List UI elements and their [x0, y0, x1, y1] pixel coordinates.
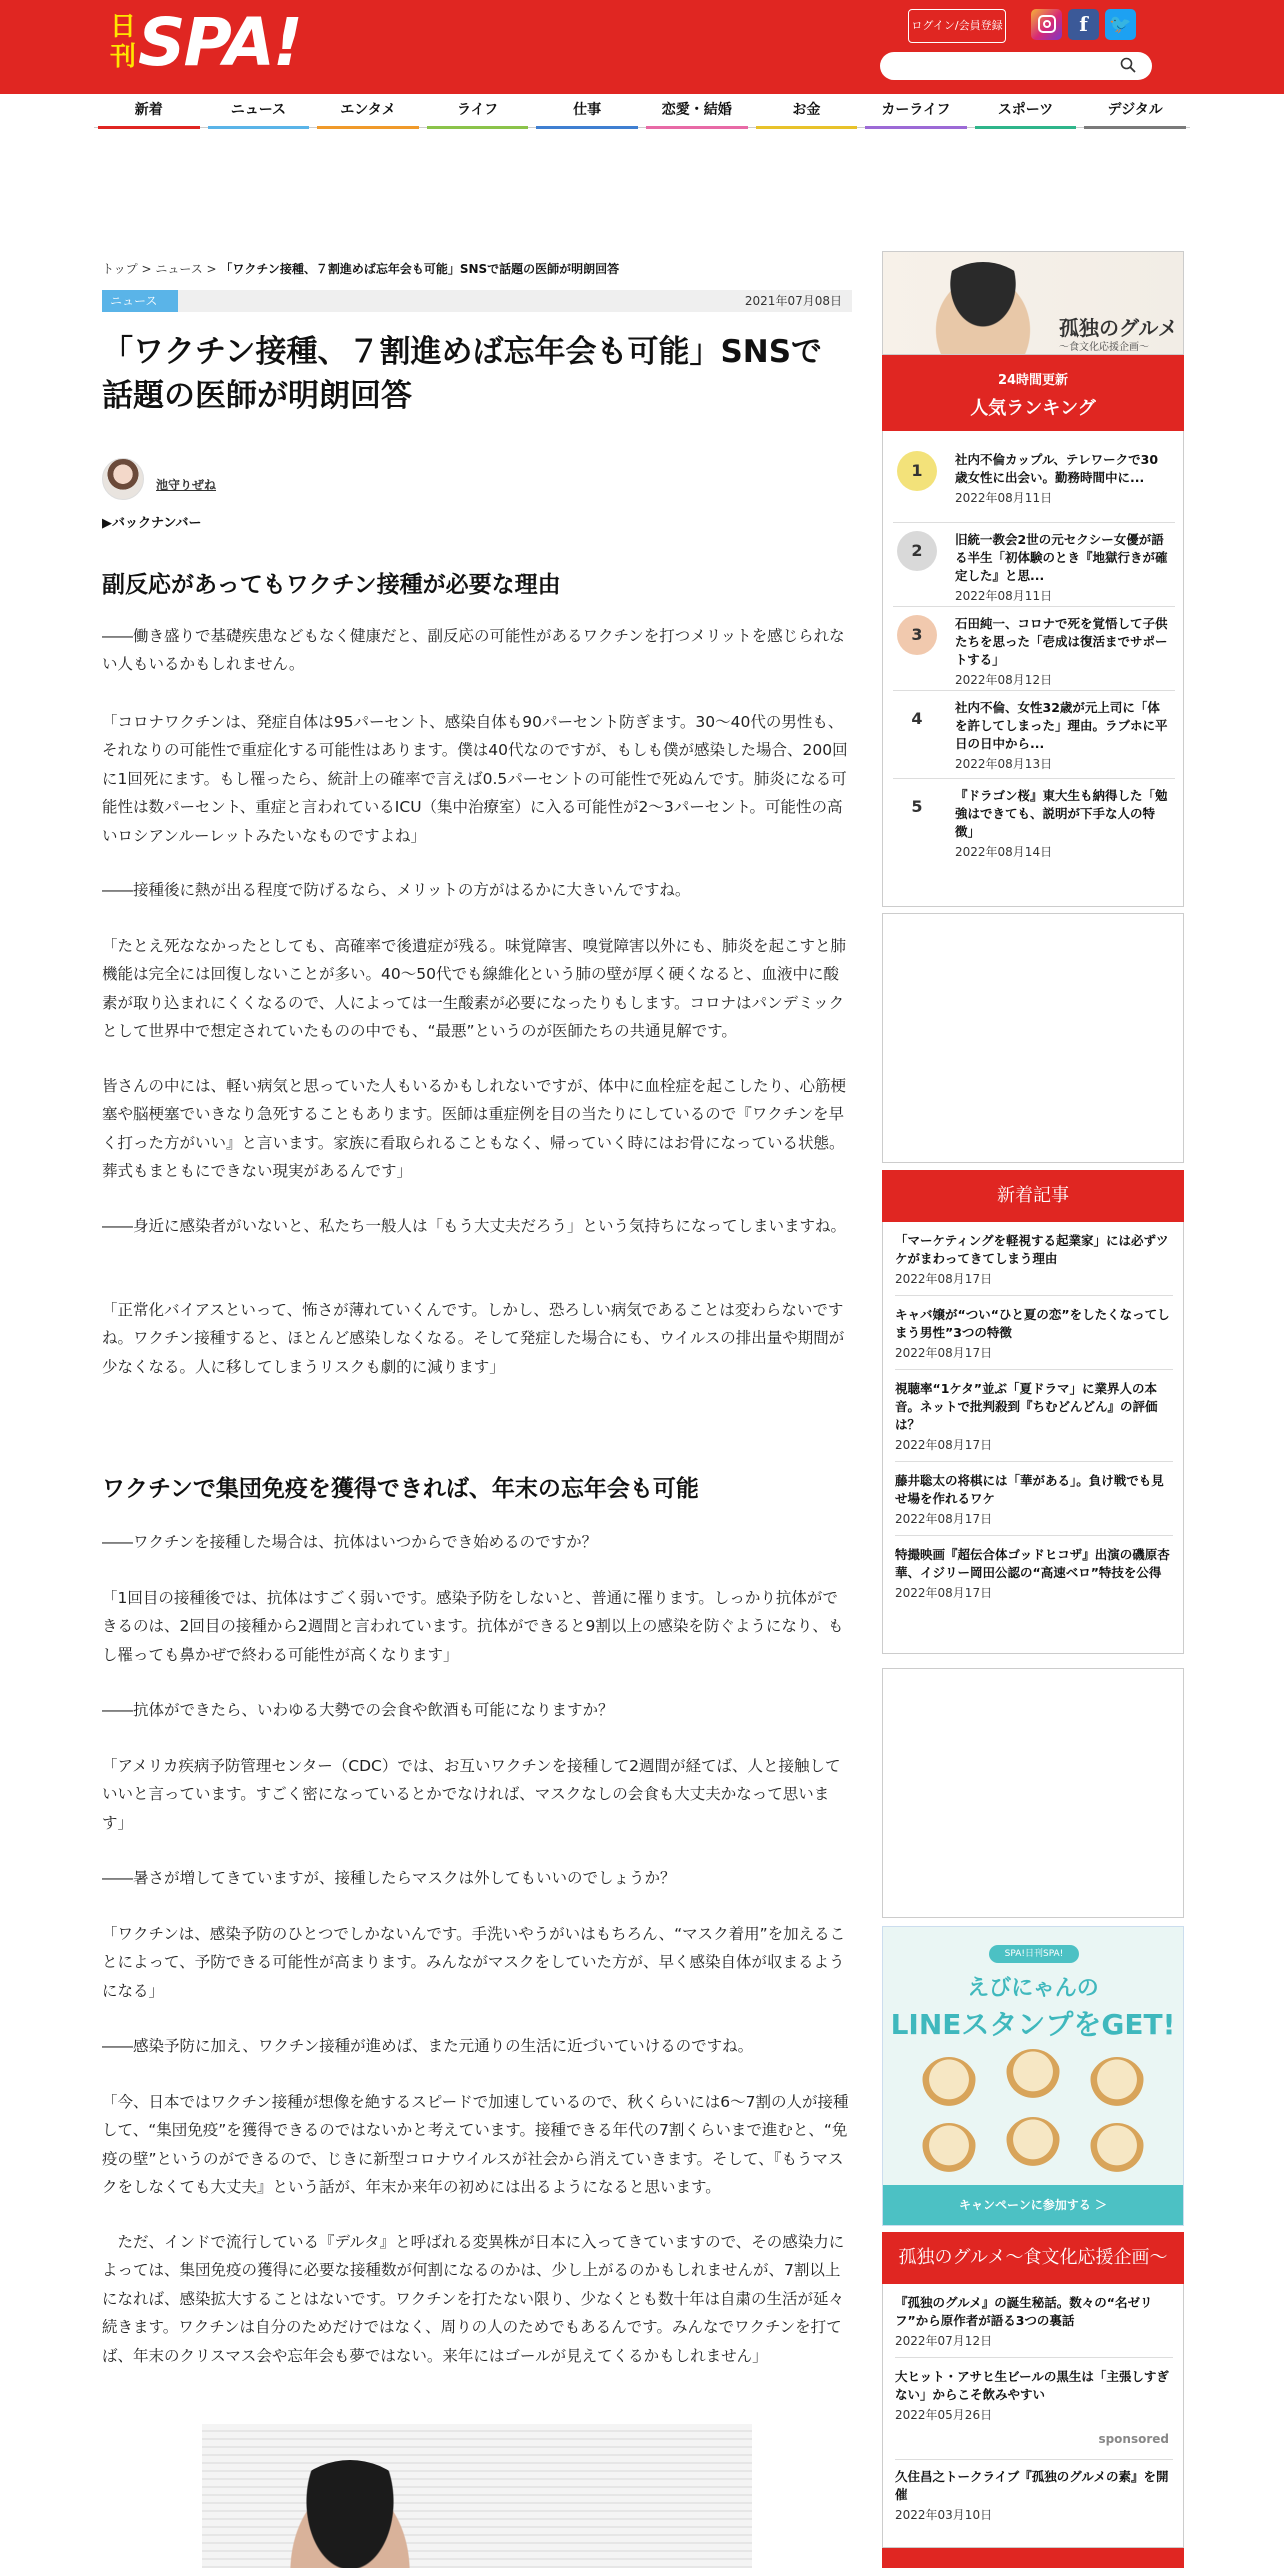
paragraph: ――ワクチンを接種した場合は、抗体はいつからでき始めるのですか？	[102, 1533, 598, 1551]
breadcrumb-current: 「ワクチン接種、７割進めば忘年会も可能」SNSで話題の医師が明朗回答	[220, 262, 620, 276]
paragraph: 「アメリカ疾病予防管理センター（CDC）では、お互いワクチンを接種して2週間が経てば、人と接触していいと言っています。すごく密になっているとかでなければ、マスクなしの会食も大丈夫かなって思います」	[102, 1757, 841, 1832]
new-article-item[interactable]	[895, 1546, 1173, 1609]
kodoku-article-list	[882, 2284, 1184, 2548]
nav-item[interactable]: カーライフ	[861, 94, 971, 127]
kodoku-article-item[interactable]	[895, 2368, 1173, 2460]
login-button[interactable]: ログイン/会員登録	[908, 9, 1006, 43]
article-body-1	[102, 876, 852, 904]
article-body-2	[102, 2228, 852, 2370]
ranking-update-label: 24時間更新	[997, 373, 1069, 388]
new-article-title[interactable]: 「マーケティングを軽視する起業家」には必ずツケがまわってきてしまう理由	[895, 1233, 1169, 1266]
article-photo	[202, 2424, 752, 2568]
kodoku-banner-title: 孤独のグルメ	[1059, 316, 1178, 340]
ranking-title[interactable]: 旧統一教会2世の元セクシー女優が語る半生「初体験のとき『地獄行きが確定した』と思...	[955, 532, 1168, 583]
ranking-list	[882, 431, 1184, 907]
breadcrumb-category[interactable]: ニュース	[155, 262, 203, 276]
nav-item[interactable]: エンタメ	[313, 94, 423, 127]
paragraph: 「ワクチンは、感染予防のひとつでしかないんです。手洗いやうがいはもちろん、“マスク着用”を加えることによって、予防できる可能性が高まります。みんながマスクをしていた方が、早く感染自体が収まるようになる」	[102, 1925, 846, 2000]
paragraph: ただ、インドで流行している『デルタ』と呼ばれる変異株が日本に入ってきていますので、その感染力によっては、集団免疫の獲得に必要な接種数が何割になるのかは、少し上がるのかもしれませんが、7割以上になれば、感染拡大することはないです。ワクチンを打たない限り、少なくとも数十年は自粛の生活が延々続きます。ワクチンは自分のためだけではなく、周りの人のためでもあるんです。みんなでワクチンを打てば、年末のクリスマス会や忘年会も夢ではない。来年にはゴールが見えてくるかもしれません」	[102, 2233, 845, 2365]
paragraph: ――抗体ができたら、いわゆる大勢での会食や飲酒も可能になりますか？	[102, 1701, 614, 1719]
kodoku-article-date: 2022年07月12日	[895, 2334, 993, 2348]
logo-spa: SPA!	[138, 4, 302, 81]
paragraph: 「正常化バイアスといって、怖さが薄れていくんです。しかし、恐ろしい病気であることは変わらないですね。ワクチン接種すると、ほとんど感染しなくなる。そして発症した場合にも、ウイルスの排出量や期間が少なくなる。人に移してしまうリスクも劇的に減ります」	[102, 1301, 845, 1376]
article-body-1	[102, 1072, 852, 1186]
kodoku-character-image	[923, 262, 1043, 355]
article-body-1	[102, 708, 852, 850]
sticker-image	[921, 2057, 977, 2113]
search-input[interactable]	[880, 52, 1152, 80]
new-article-date: 2022年08月17日	[895, 1438, 993, 1452]
article-body-2	[102, 2088, 852, 2202]
publish-date: 2021年07月08日	[744, 294, 842, 308]
nav-item[interactable]: 新着	[94, 94, 204, 127]
paragraph: 皆さんの中には、軽い病気と思っていた人もいるかもしれないですが、体中に血栓症を起こしたり、心筋梗塞や脳梗塞でいきなり急死することもあります。医師は重症例を目の当たりにしているので『ワクチンを早く打った方がいい』と言います。家族に看取られることもなく、帰っていく時にはお骨になっている状態。葬式もまともにできない現実があるんです」	[102, 1077, 847, 1181]
category-badge[interactable]: ニュース	[102, 290, 178, 312]
new-article-item[interactable]	[895, 1380, 1173, 1462]
backnumber-link[interactable]: ▶バックナンバー	[102, 516, 202, 531]
ranking-number: 3	[897, 615, 937, 655]
breadcrumb-home[interactable]: トップ	[102, 262, 138, 276]
nav-item[interactable]: スポーツ	[971, 94, 1081, 127]
ad-slot	[882, 1668, 1184, 1918]
ranking-title: 人気ランキング	[970, 398, 1096, 419]
article-body-1	[102, 1212, 852, 1240]
kodoku-banner-subtitle: 〜食文化応援企画〜	[1059, 342, 1149, 353]
nav-item[interactable]: デジタル	[1080, 94, 1190, 127]
article-body-2	[102, 1528, 852, 1556]
ranking-item[interactable]	[893, 523, 1175, 607]
paragraph: ――暑さが増してきていますが、接種したらマスクは外してもいいのでしょうか？	[102, 1869, 676, 1887]
paragraph: 「たとえ死ななかったとしても、高確率で後遺症が残る。味覚障害、嗅覚障害以外にも、肺炎を起こすと肺機能は完全には回復しないことが多い。40〜50代でも線維化という肺の壁が厚く硬くなると、血液中に酸素が取り込まれにくくなるので、人によっては一生酸素が必要になったりもします。コロナはパンデミックとして世界中で想定されていたものの中でも、“最悪”というのが医師たちの共通見解です。	[102, 937, 847, 1041]
banner-pill: SPA!日刊SPA!	[989, 1945, 1079, 1963]
search-icon[interactable]	[1120, 57, 1136, 73]
article-title: 「ワクチン接種、７割進めば忘年会も可能」SNSで話題の医師が明朗回答	[102, 334, 823, 414]
new-articles-header: 新着記事	[882, 1170, 1184, 1222]
article-section-2	[102, 1472, 852, 1506]
paragraph: 「コロナワクチンは、発症自体は95パーセント、感染自体も90パーセント防ぎます。30〜40代の男性も、それなりの可能性で重症化する可能性はあります。僕は40代なのですが、もしも僕が感染した場合、200回に1回死にます。もし罹ったら、統計上の確率で言えば0.5パーセントの可能性で死ぬんです。肺炎になる可能性は数パーセント、重症と言われているICU（集中治療室）に入る可能性が2〜3パーセント。可能性の高いロシアンルーレットみたいなものですよね」	[102, 713, 848, 845]
new-article-date: 2022年08月17日	[895, 1512, 993, 1526]
new-article-item[interactable]	[895, 1232, 1173, 1296]
ranking-number: 5	[911, 797, 923, 816]
paragraph: ――接種後に熱が出る程度で防げるなら、メリットの方がはるかに大きいんですね。	[102, 881, 691, 899]
paragraph: 「1回目の接種後では、抗体はすごく弱いです。感染予防をしないと、普通に罹ります。しっかり抗体ができるのは、2回目の接種から2週間と言われています。抗体ができると9割以上の感染を防ぐようになり、もし罹っても鼻かぜで終わる可能性が高くなります」	[102, 1589, 844, 1664]
breadcrumb	[102, 260, 619, 277]
ranking-number: 4	[911, 709, 923, 728]
ranking-date: 2022年08月14日	[955, 845, 1053, 859]
paragraph: 「今、日本ではワクチン接種が想像を絶するスピードで加速しているので、秋くらいには6〜7割の人が接種して、“集団免疫”を獲得できるのではないかと考えています。接種できる年代の7割くらいまで進むと、“免疫の壁”というのができるので、じきに新型コロナウイルスが社会から消えていきます。そして、『もうマスクをしなくても大丈夫』という話が、年末か来年の初めには出るようになると思います。	[102, 2093, 849, 2197]
sticker-image	[1089, 2123, 1145, 2179]
kodoku-banner[interactable]	[882, 251, 1184, 355]
article-body-2	[102, 1696, 852, 1724]
ranking-date: 2022年08月13日	[955, 757, 1053, 771]
new-article-item[interactable]	[895, 1306, 1173, 1370]
nav-item[interactable]: お金	[752, 94, 862, 127]
new-article-title[interactable]: 藤井聡太の将棋には「華がある」。負け戦でも見せ場を作れるワケ	[895, 1473, 1164, 1506]
new-article-title[interactable]: キャバ嬢が“つい“ひと夏の恋”をしたくなってしまう男性”3つの特徴	[895, 1307, 1170, 1340]
ranking-number: 2	[897, 531, 937, 571]
kodoku-article-title[interactable]: 『孤独のグルメ』の誕生秘話。数々の“名ゼリフ”から原作者が語る3つの裏話	[895, 2295, 1153, 2328]
paragraph: ――身近に感染者がいないと、私たち一般人は「もう大丈夫だろう」という気持ちになってしまいますね。	[102, 1217, 847, 1235]
article-body-2	[102, 1864, 852, 1892]
ranking-title[interactable]: 石田純一、コロナで死を覚悟して子供たちを思った「壱成は復活までサポートする」	[955, 616, 1168, 667]
new-article-title[interactable]: 特撮映画『超伝合体ゴッドヒコザ』出演の磯原杏華、イジリー岡田公認の“高速ベロ”特技を公得	[895, 1547, 1170, 1580]
ranking-number: 1	[897, 451, 937, 491]
new-article-date: 2022年08月17日	[895, 1586, 993, 1600]
new-article-item[interactable]	[895, 1472, 1173, 1536]
ranking-item[interactable]	[893, 607, 1175, 691]
section-heading: ワクチンで集団免疫を獲得できれば、年末の忘年会も可能	[102, 1476, 699, 1502]
site-header	[0, 0, 1284, 94]
ad-slot	[882, 913, 1184, 1163]
nav-item[interactable]: ニュース	[204, 94, 314, 127]
ranking-date: 2022年08月11日	[955, 589, 1053, 603]
sponsored-label: sponsored	[1098, 2432, 1169, 2446]
banner-title-2: LINEスタンプをGET!	[890, 2008, 1176, 2041]
site-logo[interactable]	[110, 4, 302, 81]
banner-title-1: えびにゃんの	[967, 1976, 1099, 2001]
nav-item[interactable]: 恋愛・結婚	[642, 94, 752, 127]
line-sticker-banner[interactable]	[882, 1926, 1184, 2226]
ranking-date: 2022年08月12日	[955, 673, 1053, 687]
ranking-header	[882, 355, 1184, 431]
ranking-item[interactable]	[893, 443, 1175, 523]
author-link[interactable]: 池守りぜね	[156, 478, 217, 492]
ranking-date: 2022年08月11日	[955, 491, 1053, 505]
article-body-1	[102, 1296, 852, 1381]
nav-item[interactable]: ライフ	[423, 94, 533, 127]
new-article-date: 2022年08月17日	[895, 1272, 993, 1286]
campaign-join-button[interactable]: キャンペーンに参加する ＞	[883, 2185, 1183, 2225]
paragraph: ――働き盛りで基礎疾患などもなく健康だと、副反応の可能性があるワクチンを打つメリットを感じられない人もいるかもしれません。	[102, 627, 845, 674]
category-bar	[102, 290, 852, 312]
ranking-title[interactable]: 社内不倫カップル、テレワークで30歳女性に出会い。勤務時間中に...	[955, 452, 1159, 485]
kodoku-article-date: 2022年03月10日	[895, 2508, 993, 2522]
new-articles-list	[882, 1222, 1184, 1654]
breadcrumb-sep: >	[137, 262, 156, 276]
main-nav	[94, 94, 1190, 128]
kodoku-article-date: 2022年05月26日	[895, 2408, 993, 2422]
twitter-icon[interactable]: 🐦	[1105, 9, 1136, 40]
sidebar-next-header	[882, 2548, 1184, 2568]
new-article-title[interactable]: 視聴率“1ケタ”並ぶ「夏ドラマ」に業界人の本音。ネットで批判殺到『ちむどんどん』の評価は？	[895, 1381, 1158, 1432]
ranking-item[interactable]	[893, 691, 1175, 779]
sticker-image	[1089, 2057, 1145, 2113]
article-body-2	[102, 1920, 852, 2005]
facebook-icon[interactable]: f	[1068, 9, 1099, 40]
paragraph: ――感染予防に加え、ワクチン接種が進めば、また元通りの生活に近づいていけるのですね。	[102, 2037, 754, 2055]
kodoku-article-title[interactable]: 大ヒット・アサヒ生ビールの黒生は「主張しすぎない」からこそ飲みやすい	[895, 2369, 1169, 2402]
doctor-portrait	[274, 2460, 426, 2568]
article-body-1	[102, 932, 852, 1046]
section-heading: 副反応があってもワクチン接種が必要な理由	[102, 572, 561, 598]
sticker-image	[1005, 2049, 1061, 2105]
article-section-1	[102, 568, 852, 602]
article-body-2	[102, 2032, 852, 2060]
breadcrumb-sep: >	[202, 262, 221, 276]
article-body-2	[102, 1752, 852, 1837]
kodoku-article-item[interactable]	[895, 2294, 1173, 2358]
sticker-image	[1005, 2117, 1061, 2173]
nav-item[interactable]: 仕事	[532, 94, 642, 127]
kodoku-article-title[interactable]: 久住昌之トークライブ『孤独のグルメの素』を開催	[895, 2469, 1169, 2502]
instagram-icon[interactable]	[1031, 9, 1062, 40]
sticker-image	[921, 2123, 977, 2179]
ranking-title[interactable]: 『ドラゴン桜』東大生も納得した「勉強はできても、説明が下手な人の特徴」	[955, 788, 1168, 839]
ranking-item[interactable]	[893, 779, 1175, 865]
author-avatar[interactable]	[102, 458, 144, 500]
kodoku-section-header: 孤独のグルメ～食文化応援企画～	[882, 2232, 1184, 2284]
new-article-date: 2022年08月17日	[895, 1346, 993, 1360]
kodoku-article-item[interactable]	[895, 2468, 1173, 2531]
ranking-title[interactable]: 社内不倫、女性32歳が元上司に「体を許してしまった」理由。ラブホに平日の日中から...	[955, 700, 1168, 751]
logo-nikkan: 日刊	[110, 12, 137, 72]
article-body-1	[102, 622, 852, 679]
article-body-2	[102, 1584, 852, 1669]
